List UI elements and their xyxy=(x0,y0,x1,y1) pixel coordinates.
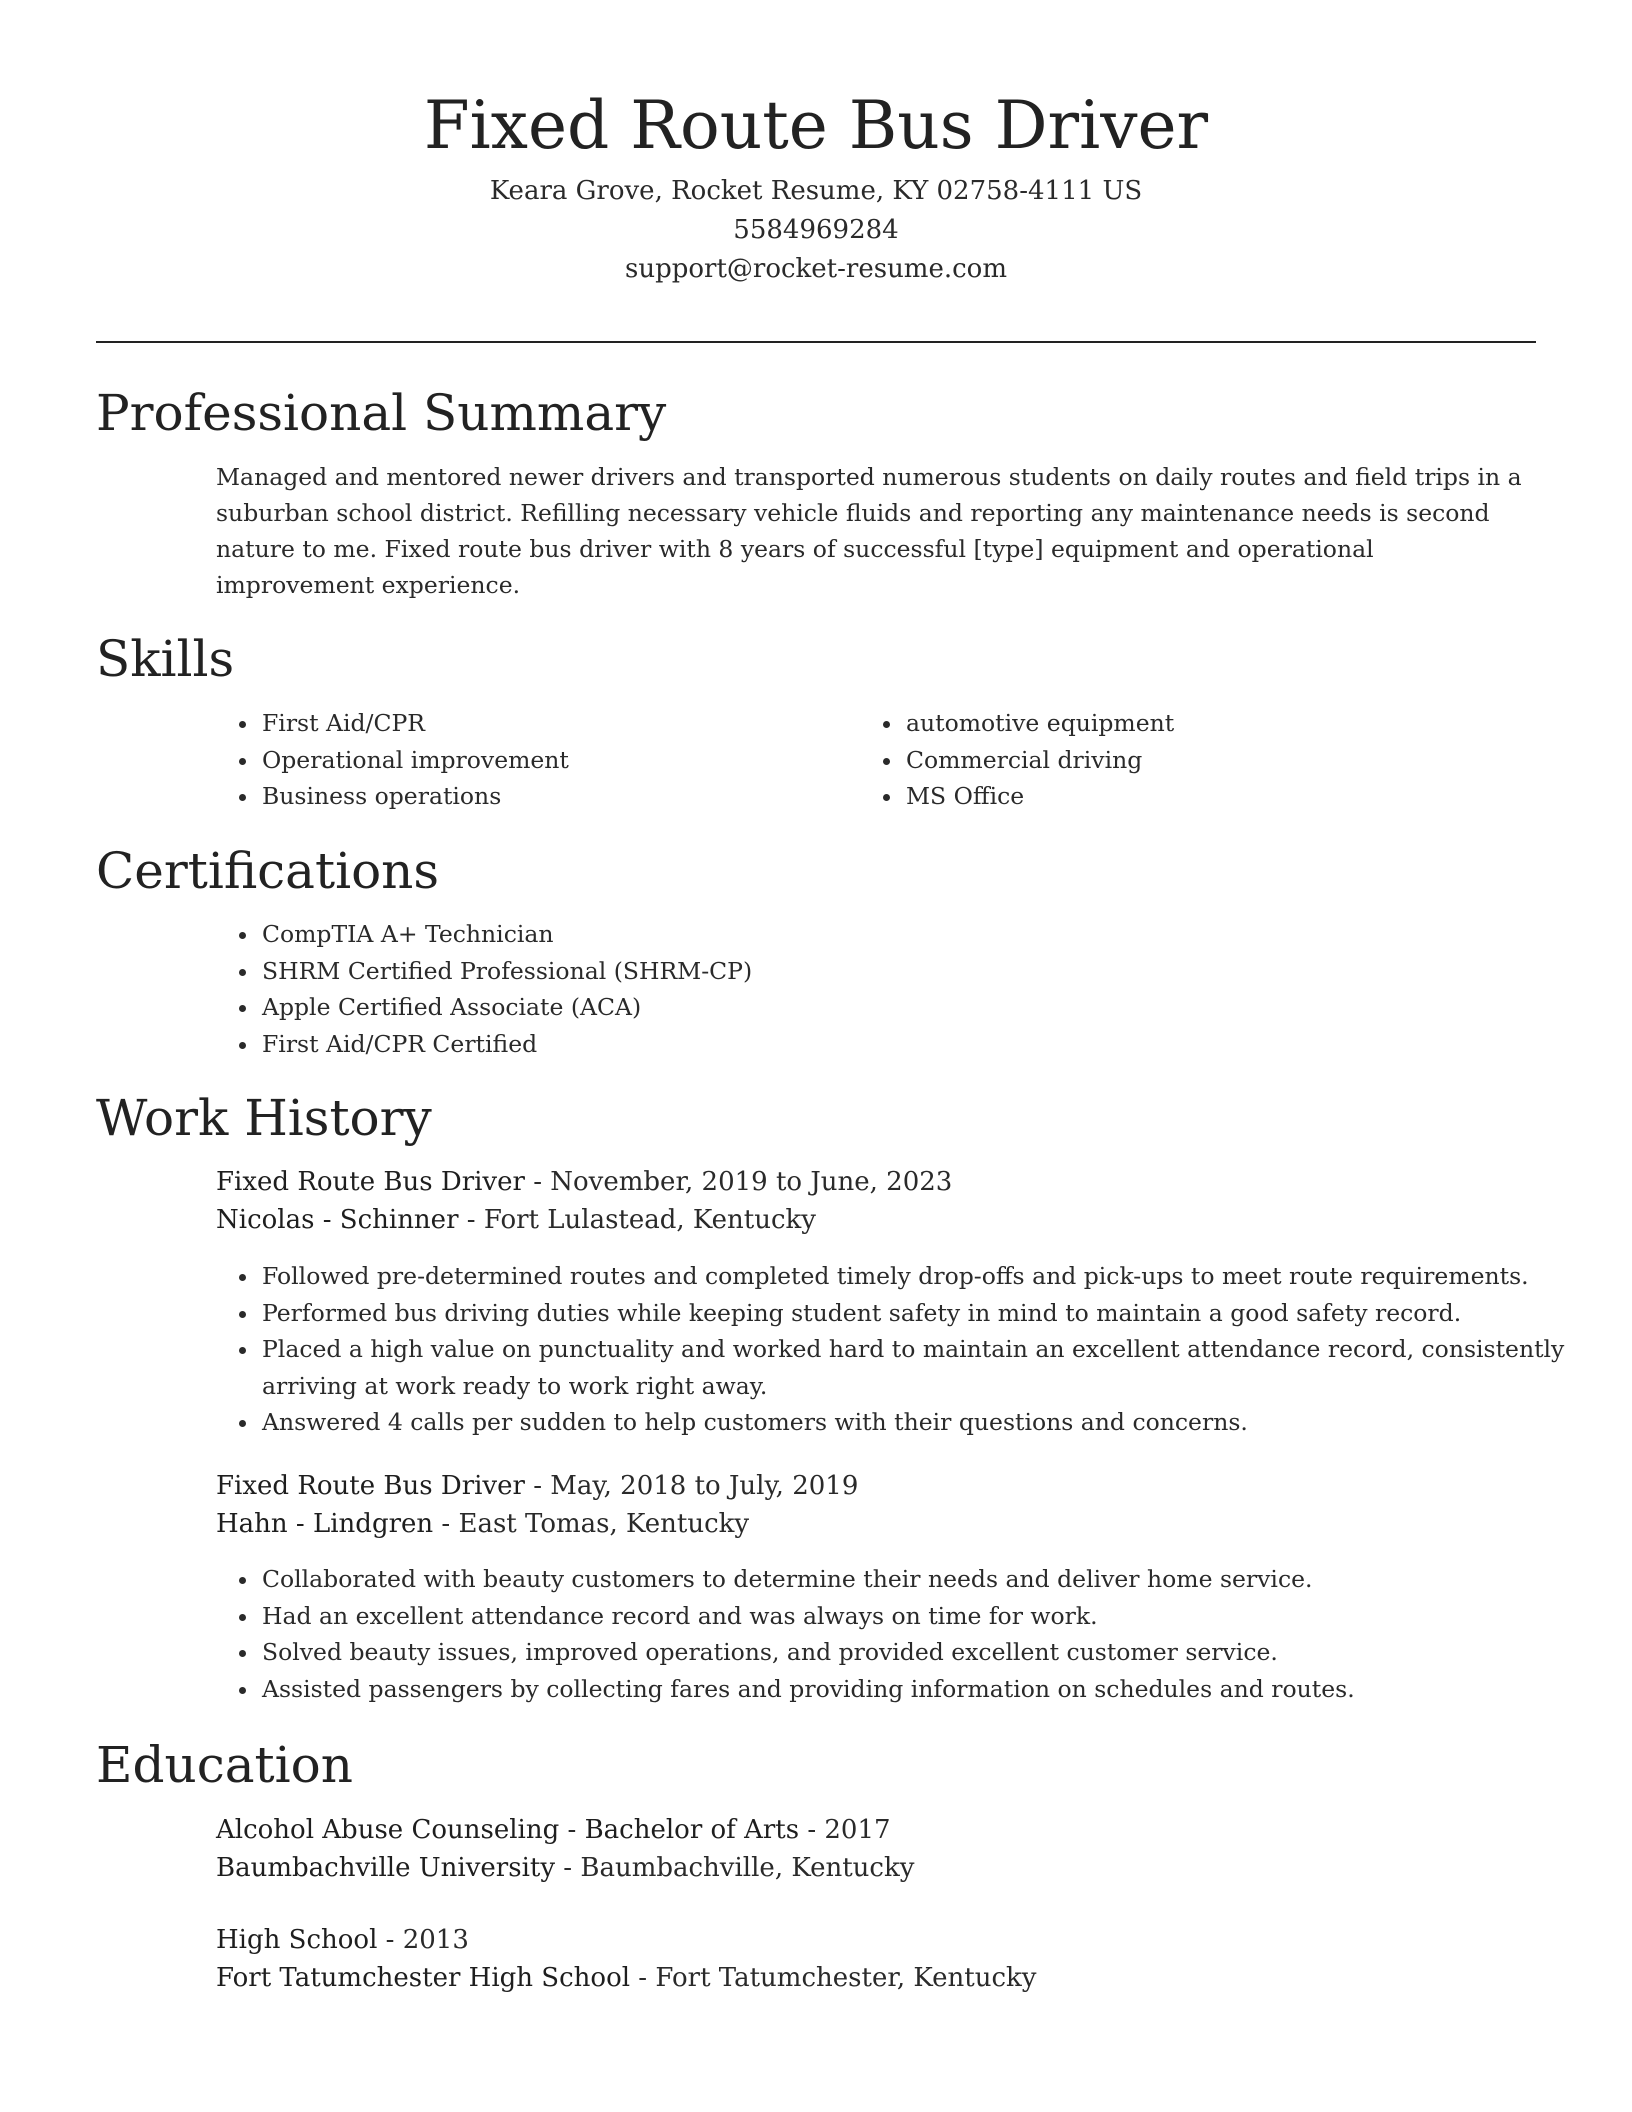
job-title-line xyxy=(216,1163,1536,1201)
summary-text: Managed and mentored newer drivers and transported numerous students on daily routes and field trips in a suburban school district. Refilling necessary vehicle fluids and reporting any maintenance needs is second nature to me. Fixed route bus driver with 8 years of successful [type] equipment and operational improvement experience. xyxy=(216,463,1522,599)
separator: - xyxy=(458,1205,484,1235)
education-field: Alcohol Abuse Counseling xyxy=(216,1815,560,1845)
certification-item: • Apple Certified Associate (ACA) xyxy=(260,989,1560,1026)
separator: - xyxy=(524,1167,551,1197)
job-bullets xyxy=(216,1561,1580,1707)
skills-list-left xyxy=(216,705,860,815)
education-location: Baumbachville, Kentucky xyxy=(580,1853,915,1883)
education-year: 2017 xyxy=(824,1815,891,1845)
header-divider xyxy=(96,341,1536,343)
education-heading: Education xyxy=(96,1736,353,1794)
job-bullet: • Assisted passengers by collecting fares and providing information on schedules and routes. xyxy=(260,1671,1580,1708)
certifications-list xyxy=(216,916,1560,1062)
education-school: Baumbachville University xyxy=(216,1853,556,1883)
education-field: High School xyxy=(216,1925,378,1955)
certification-item: • First Aid/CPR Certified xyxy=(260,1026,1560,1063)
job-bullets xyxy=(216,1258,1580,1441)
skill-item: • automotive equipment xyxy=(904,705,1504,742)
job-company-line xyxy=(216,1201,1536,1239)
certification-item: • SHRM Certified Professional (SHRM-CP) xyxy=(260,953,1560,990)
phone: 5584969284 xyxy=(733,215,899,245)
email: support@rocket-resume.com xyxy=(624,254,1007,284)
summary-heading: Professional Summary xyxy=(96,384,667,442)
job-bullet: • Solved beauty issues, improved operations, and provided excellent customer service. xyxy=(260,1634,1580,1671)
education-degree-line xyxy=(216,1921,1536,1959)
job-title-line xyxy=(216,1467,1536,1505)
education-location: Fort Tatumchester, Kentucky xyxy=(655,1963,1037,1993)
job-bullet: • Collaborated with beauty customers to determine their needs and deliver home service. xyxy=(260,1561,1580,1598)
job-role: Fixed Route Bus Driver xyxy=(216,1167,525,1197)
education-school-line xyxy=(216,1849,1536,1887)
skill-item: • Business operations xyxy=(260,778,860,815)
certification-item: • CompTIA A+ Technician xyxy=(260,916,1560,953)
job-bullet: • Placed a high value on punctuality and worked hard to maintain an excellent attendance record, consistently arriving at work ready to work right away. xyxy=(260,1331,1580,1404)
contact-info xyxy=(96,172,1536,289)
job-bullet: • Performed bus driving duties while keeping student safety in mind to maintain a good safety record. xyxy=(260,1295,1580,1332)
separator: - xyxy=(559,1815,585,1845)
job-location: Fort Lulastead, Kentucky xyxy=(483,1205,816,1235)
address: Keara Grove, Rocket Resume, KY 02758-4111 US xyxy=(489,176,1143,206)
skills-heading: Skills xyxy=(96,630,235,688)
job-dates: May, 2018 to July, 2019 xyxy=(550,1471,859,1501)
separator: - xyxy=(630,1963,656,1993)
education-degree: Bachelor of Arts xyxy=(584,1815,800,1845)
work-history-heading: Work History xyxy=(96,1089,432,1147)
job-bullet: • Followed pre-determined routes and completed timely drop-offs and pick-ups to meet route requirements. xyxy=(260,1258,1580,1295)
separator: - xyxy=(799,1815,825,1845)
skills-list-right xyxy=(860,705,1504,815)
education-year: 2013 xyxy=(402,1925,469,1955)
separator: - xyxy=(377,1925,403,1955)
job-location: East Tomas, Kentucky xyxy=(458,1509,750,1539)
job-company: Hahn - Lindgren xyxy=(216,1509,434,1539)
job-role: Fixed Route Bus Driver xyxy=(216,1471,525,1501)
education-school: Fort Tatumchester High School xyxy=(216,1963,631,1993)
resume-header xyxy=(96,80,1536,289)
education-degree-line xyxy=(216,1811,1536,1849)
education-school-line xyxy=(216,1959,1536,1997)
job-bullet: • Answered 4 calls per sudden to help customers with their questions and concerns. xyxy=(260,1404,1580,1441)
job-bullet: • Had an excellent attendance record and was always on time for work. xyxy=(260,1598,1580,1635)
job-company-line xyxy=(216,1505,1536,1543)
job-dates: November, 2019 to June, 2023 xyxy=(550,1167,953,1197)
skill-item: • Operational improvement xyxy=(260,742,860,779)
separator: - xyxy=(555,1853,581,1883)
separator: - xyxy=(524,1471,551,1501)
skill-item: • MS Office xyxy=(904,778,1504,815)
job-company: Nicolas - Schinner xyxy=(216,1205,459,1235)
resume-name: Fixed Route Bus Driver xyxy=(423,87,1209,164)
separator: - xyxy=(433,1509,459,1539)
skill-item: • First Aid/CPR xyxy=(260,705,860,742)
certifications-heading: Certifications xyxy=(96,842,440,900)
skill-item: • Commercial driving xyxy=(904,742,1504,779)
